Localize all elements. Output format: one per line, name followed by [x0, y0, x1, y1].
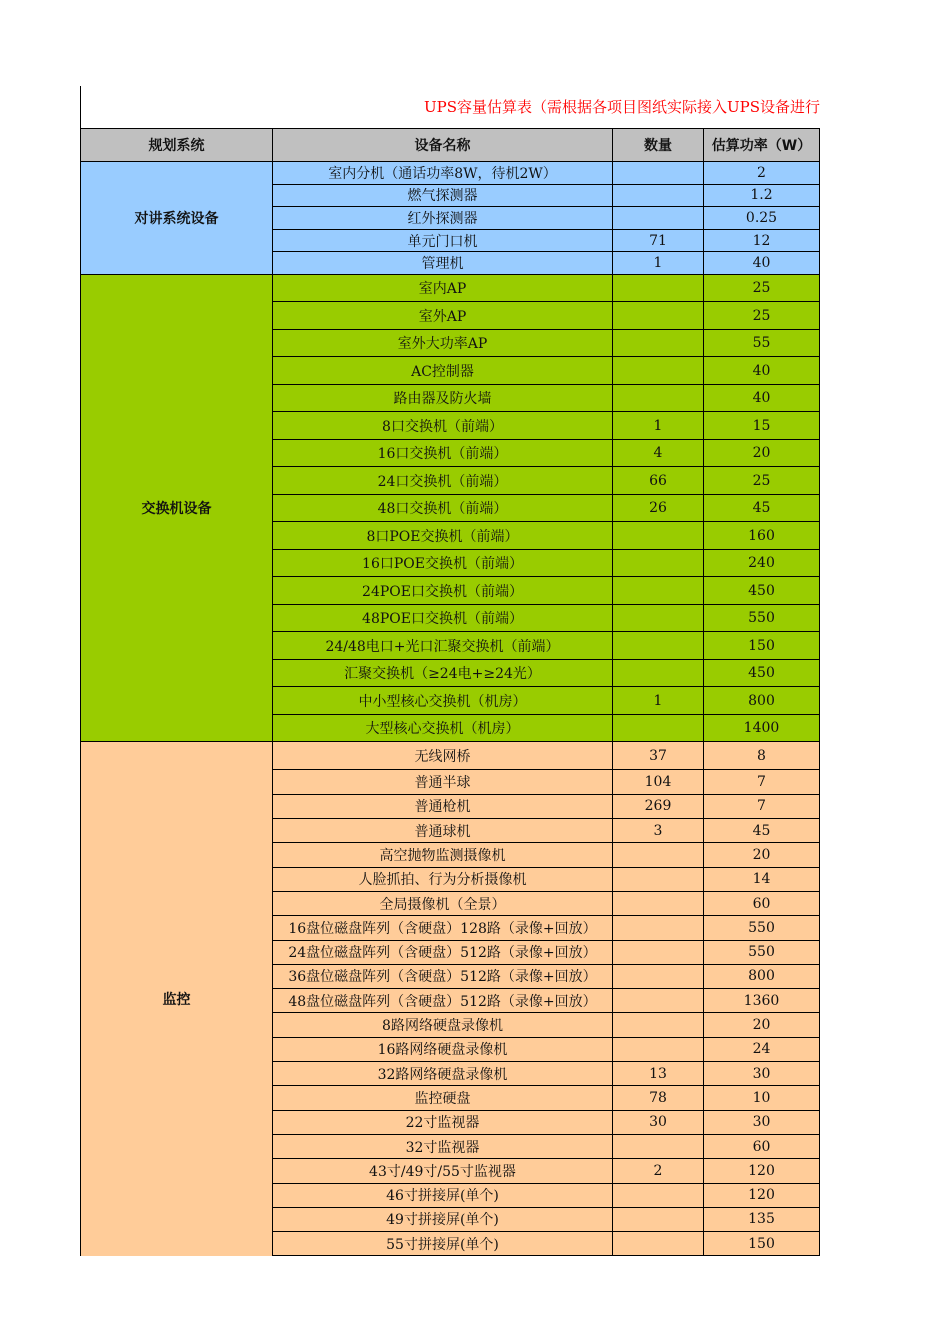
device-name-cell[interactable]: 无线网桥	[273, 742, 613, 770]
quantity-cell[interactable]	[613, 1183, 704, 1207]
power-cell[interactable]: 40	[704, 384, 820, 412]
group-switch	[81, 274, 820, 742]
power-cell[interactable]: 7	[704, 770, 820, 794]
quantity-cell[interactable]: 37	[613, 742, 704, 770]
device-name-cell[interactable]: 普通半球	[273, 770, 613, 794]
quantity-cell[interactable]	[613, 522, 704, 550]
quantity-cell[interactable]: 26	[613, 494, 704, 522]
device-name-cell[interactable]: 单元门口机	[273, 229, 613, 252]
header-row	[81, 129, 820, 162]
device-name-cell[interactable]: 红外探测器	[273, 207, 613, 230]
device-name-cell[interactable]: 49寸拼接屏(单个)	[273, 1207, 613, 1231]
ups-capacity-table	[80, 128, 820, 1256]
device-name-cell[interactable]: 46寸拼接屏(单个)	[273, 1183, 613, 1207]
device-name-cell[interactable]: 48盘位磁盘阵列（含硬盘）512路（录像+回放）	[273, 989, 613, 1013]
power-cell[interactable]: 240	[704, 549, 820, 577]
power-cell[interactable]: 20	[704, 843, 820, 867]
quantity-cell[interactable]	[613, 577, 704, 605]
device-name-cell[interactable]: 路由器及防火墙	[273, 384, 613, 412]
quantity-cell[interactable]	[613, 867, 704, 891]
power-cell[interactable]: 40	[704, 252, 820, 275]
device-name-cell[interactable]: AC控制器	[273, 357, 613, 385]
group-intercom	[81, 162, 820, 275]
power-cell[interactable]: 8	[704, 742, 820, 770]
power-cell[interactable]: 7	[704, 794, 820, 818]
power-cell[interactable]: 150	[704, 1232, 820, 1256]
table-row	[81, 162, 820, 185]
quantity-cell[interactable]: 78	[613, 1086, 704, 1110]
quantity-cell[interactable]: 66	[613, 467, 704, 495]
quantity-cell[interactable]: 1	[613, 687, 704, 715]
power-cell[interactable]: 0.25	[704, 207, 820, 230]
sheet-left-border	[80, 86, 81, 128]
quantity-cell[interactable]: 4	[613, 439, 704, 467]
power-cell[interactable]: 14	[704, 867, 820, 891]
power-cell[interactable]: 1360	[704, 989, 820, 1013]
quantity-cell[interactable]	[613, 1232, 704, 1256]
power-cell[interactable]: 45	[704, 819, 820, 843]
power-cell[interactable]: 1.2	[704, 184, 820, 207]
device-name-cell[interactable]: 36盘位磁盘阵列（含硬盘）512路（录像+回放）	[273, 964, 613, 988]
power-cell[interactable]: 10	[704, 1086, 820, 1110]
device-name-cell[interactable]: 16口交换机（前端）	[273, 439, 613, 467]
device-name-cell[interactable]: 32寸监视器	[273, 1134, 613, 1158]
header-system[interactable]: 规划系统	[81, 129, 273, 162]
quantity-cell[interactable]	[613, 357, 704, 385]
power-cell[interactable]: 30	[704, 1110, 820, 1134]
quantity-cell[interactable]: 104	[613, 770, 704, 794]
device-name-cell[interactable]: 48口交换机（前端）	[273, 494, 613, 522]
quantity-cell[interactable]	[613, 989, 704, 1013]
quantity-cell[interactable]	[613, 207, 704, 230]
quantity-cell[interactable]	[613, 940, 704, 964]
quantity-cell[interactable]: 71	[613, 229, 704, 252]
quantity-cell[interactable]	[613, 964, 704, 988]
quantity-cell[interactable]	[613, 891, 704, 915]
quantity-cell[interactable]: 1	[613, 252, 704, 275]
device-name-cell[interactable]: 16口POE交换机（前端）	[273, 549, 613, 577]
power-cell[interactable]: 40	[704, 357, 820, 385]
power-cell[interactable]: 120	[704, 1159, 820, 1183]
header-device-name[interactable]: 设备名称	[273, 129, 613, 162]
quantity-cell[interactable]	[613, 184, 704, 207]
table-row	[81, 274, 820, 302]
power-cell[interactable]: 450	[704, 577, 820, 605]
quantity-cell[interactable]	[613, 1134, 704, 1158]
device-name-cell[interactable]: 43寸/49寸/55寸监视器	[273, 1159, 613, 1183]
power-cell[interactable]: 135	[704, 1207, 820, 1231]
power-cell[interactable]: 20	[704, 439, 820, 467]
device-name-cell[interactable]: 48POE口交换机（前端）	[273, 604, 613, 632]
device-name-cell[interactable]: 24盘位磁盘阵列（含硬盘）512路（录像+回放）	[273, 940, 613, 964]
device-name-cell[interactable]: 55寸拼接屏(单个)	[273, 1232, 613, 1256]
power-cell[interactable]: 800	[704, 687, 820, 715]
device-name-cell[interactable]: 8口POE交换机（前端）	[273, 522, 613, 550]
device-name-cell[interactable]: 中小型核心交换机（机房）	[273, 687, 613, 715]
device-name-cell[interactable]: 16路网络硬盘录像机	[273, 1037, 613, 1061]
device-name-cell[interactable]: 24口交换机（前端）	[273, 467, 613, 495]
device-name-cell[interactable]: 24/48电口+光口汇聚交换机（前端）	[273, 632, 613, 660]
system-category-cell[interactable]: 监控	[81, 742, 273, 1256]
quantity-cell[interactable]	[613, 714, 704, 742]
device-name-cell[interactable]: 燃气探测器	[273, 184, 613, 207]
quantity-cell[interactable]	[613, 916, 704, 940]
quantity-cell[interactable]	[613, 274, 704, 302]
quantity-cell[interactable]	[613, 549, 704, 577]
system-category-cell[interactable]: 对讲系统设备	[81, 162, 273, 275]
power-cell[interactable]: 150	[704, 632, 820, 660]
device-name-cell[interactable]: 全局摄像机（全景）	[273, 891, 613, 915]
power-cell[interactable]: 60	[704, 891, 820, 915]
power-cell[interactable]: 2	[704, 162, 820, 185]
device-name-cell[interactable]: 高空抛物监测摄像机	[273, 843, 613, 867]
quantity-cell[interactable]: 269	[613, 794, 704, 818]
power-cell[interactable]: 60	[704, 1134, 820, 1158]
device-name-cell[interactable]: 普通枪机	[273, 794, 613, 818]
table-row	[81, 742, 820, 770]
device-name-cell[interactable]: 室内AP	[273, 274, 613, 302]
power-cell[interactable]: 30	[704, 1062, 820, 1086]
quantity-cell[interactable]	[613, 843, 704, 867]
power-cell[interactable]: 24	[704, 1037, 820, 1061]
quantity-cell[interactable]: 3	[613, 819, 704, 843]
quantity-cell[interactable]	[613, 384, 704, 412]
power-cell[interactable]: 120	[704, 1183, 820, 1207]
header-quantity[interactable]: 数量	[613, 129, 704, 162]
quantity-cell[interactable]	[613, 659, 704, 687]
device-name-cell[interactable]: 24POE口交换机（前端）	[273, 577, 613, 605]
power-cell[interactable]: 45	[704, 494, 820, 522]
quantity-cell[interactable]: 2	[613, 1159, 704, 1183]
device-name-cell[interactable]: 大型核心交换机（机房）	[273, 714, 613, 742]
quantity-cell[interactable]	[613, 1013, 704, 1037]
power-cell[interactable]: 55	[704, 329, 820, 357]
quantity-cell[interactable]	[613, 302, 704, 330]
device-name-cell[interactable]: 室外AP	[273, 302, 613, 330]
device-name-cell[interactable]: 普通球机	[273, 819, 613, 843]
power-cell[interactable]: 550	[704, 604, 820, 632]
quantity-cell[interactable]	[613, 162, 704, 185]
device-name-cell[interactable]: 8路网络硬盘录像机	[273, 1013, 613, 1037]
device-name-cell[interactable]: 人脸抓拍、行为分析摄像机	[273, 867, 613, 891]
header-power[interactable]: 估算功率（W）	[704, 129, 820, 162]
device-name-cell[interactable]: 室内分机（通话功率8W，待机2W）	[273, 162, 613, 185]
device-name-cell[interactable]: 汇聚交换机（≥24电+≥24光）	[273, 659, 613, 687]
power-cell[interactable]: 12	[704, 229, 820, 252]
quantity-cell[interactable]: 13	[613, 1062, 704, 1086]
power-cell[interactable]: 450	[704, 659, 820, 687]
quantity-cell[interactable]: 30	[613, 1110, 704, 1134]
power-cell[interactable]: 25	[704, 467, 820, 495]
power-cell[interactable]: 800	[704, 964, 820, 988]
device-name-cell[interactable]: 22寸监视器	[273, 1110, 613, 1134]
power-cell[interactable]: 550	[704, 916, 820, 940]
sheet-title: UPS容量估算表（需根据各项目图纸实际接入UPS设备进行	[423, 98, 820, 116]
power-cell[interactable]: 550	[704, 940, 820, 964]
device-name-cell[interactable]: 室外大功率AP	[273, 329, 613, 357]
device-name-cell[interactable]: 32路网络硬盘录像机	[273, 1062, 613, 1086]
quantity-cell[interactable]	[613, 1037, 704, 1061]
device-name-cell[interactable]: 8口交换机（前端）	[273, 412, 613, 440]
quantity-cell[interactable]	[613, 604, 704, 632]
power-cell[interactable]: 160	[704, 522, 820, 550]
quantity-cell[interactable]	[613, 1207, 704, 1231]
quantity-cell[interactable]: 1	[613, 412, 704, 440]
device-name-cell[interactable]: 管理机	[273, 252, 613, 275]
device-name-cell[interactable]: 监控硬盘	[273, 1086, 613, 1110]
power-cell[interactable]: 25	[704, 274, 820, 302]
power-cell[interactable]: 25	[704, 302, 820, 330]
quantity-cell[interactable]	[613, 329, 704, 357]
group-monitoring	[81, 742, 820, 1256]
power-cell[interactable]: 20	[704, 1013, 820, 1037]
device-name-cell[interactable]: 16盘位磁盘阵列（含硬盘）128路（录像+回放）	[273, 916, 613, 940]
power-cell[interactable]: 1400	[704, 714, 820, 742]
quantity-cell[interactable]	[613, 632, 704, 660]
system-category-cell[interactable]: 交换机设备	[81, 274, 273, 742]
power-cell[interactable]: 15	[704, 412, 820, 440]
